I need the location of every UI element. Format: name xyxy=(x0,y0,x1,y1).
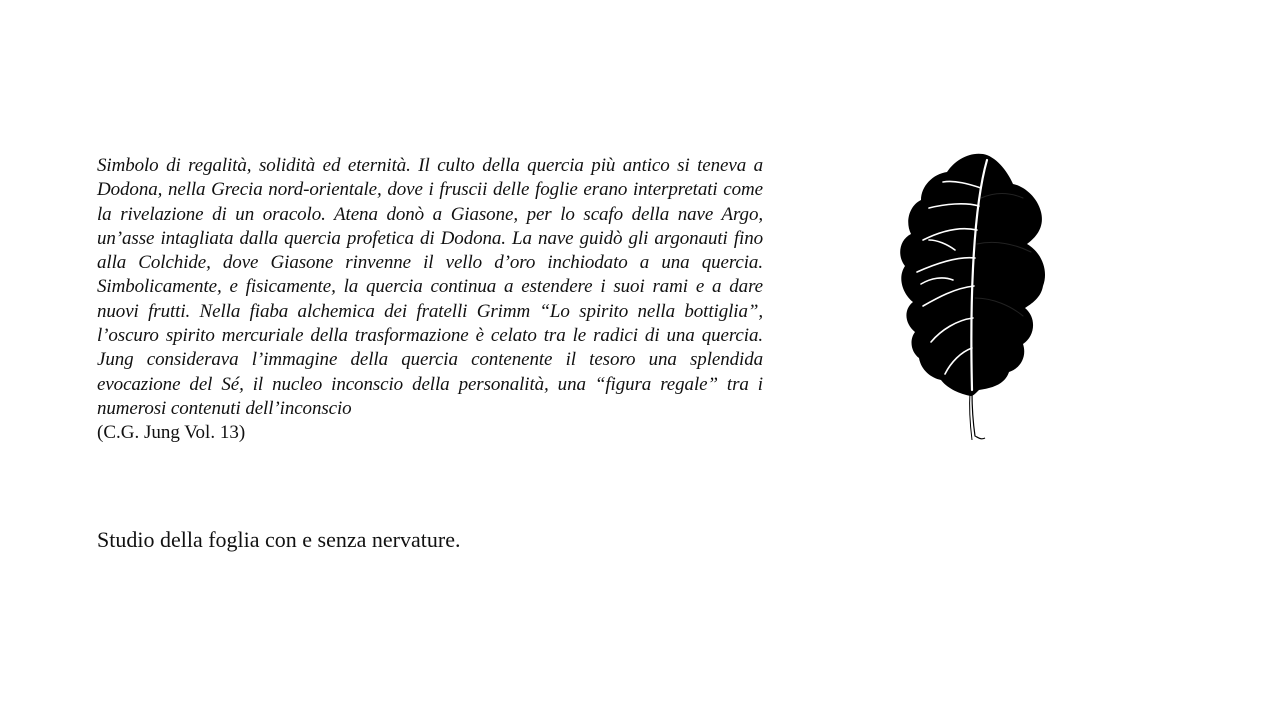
leaf-stem xyxy=(972,392,985,439)
caption: Studio della foglia con e senza nervature. xyxy=(97,527,461,552)
quote-block xyxy=(97,154,763,445)
quote-text: Simbolo di regalità, solidità ed eternità. Il culto della quercia più antico si teneva a Dodona, nella Grecia nord-orientale, dove i fruscii delle foglie erano interpretati come la rivelazione di un oracolo. Atena donò a Giasone, per lo scafo della nave Argo, un’asse intagliata dalla quercia profetica di Dodona. La nave guidò gli argonauti fino alla Colchide, dove Giasone rinvenne il vello d’oro inchiodato a una quercia. Simbolicamente, e fisicamente, la quercia continua a estendere i suoi rami e a dare nuovi frutti. Nella fiaba alchemica dei fratelli Grimm “Lo spirito nella bottiglia”, l’oscuro spirito mercuriale della trasformazione è celato tra le radici di una quercia. Jung considerava l’immagine della quercia contenente il tesoro una splendida evocazione del Sé, il nucleo inconscio della personalità, una “figura regale” tra i numerosi contenuti dell’inconscio xyxy=(97,155,763,419)
oak-leaf-icon xyxy=(895,148,1051,444)
quote-citation: (C.G. Jung Vol. 13) xyxy=(97,422,246,444)
